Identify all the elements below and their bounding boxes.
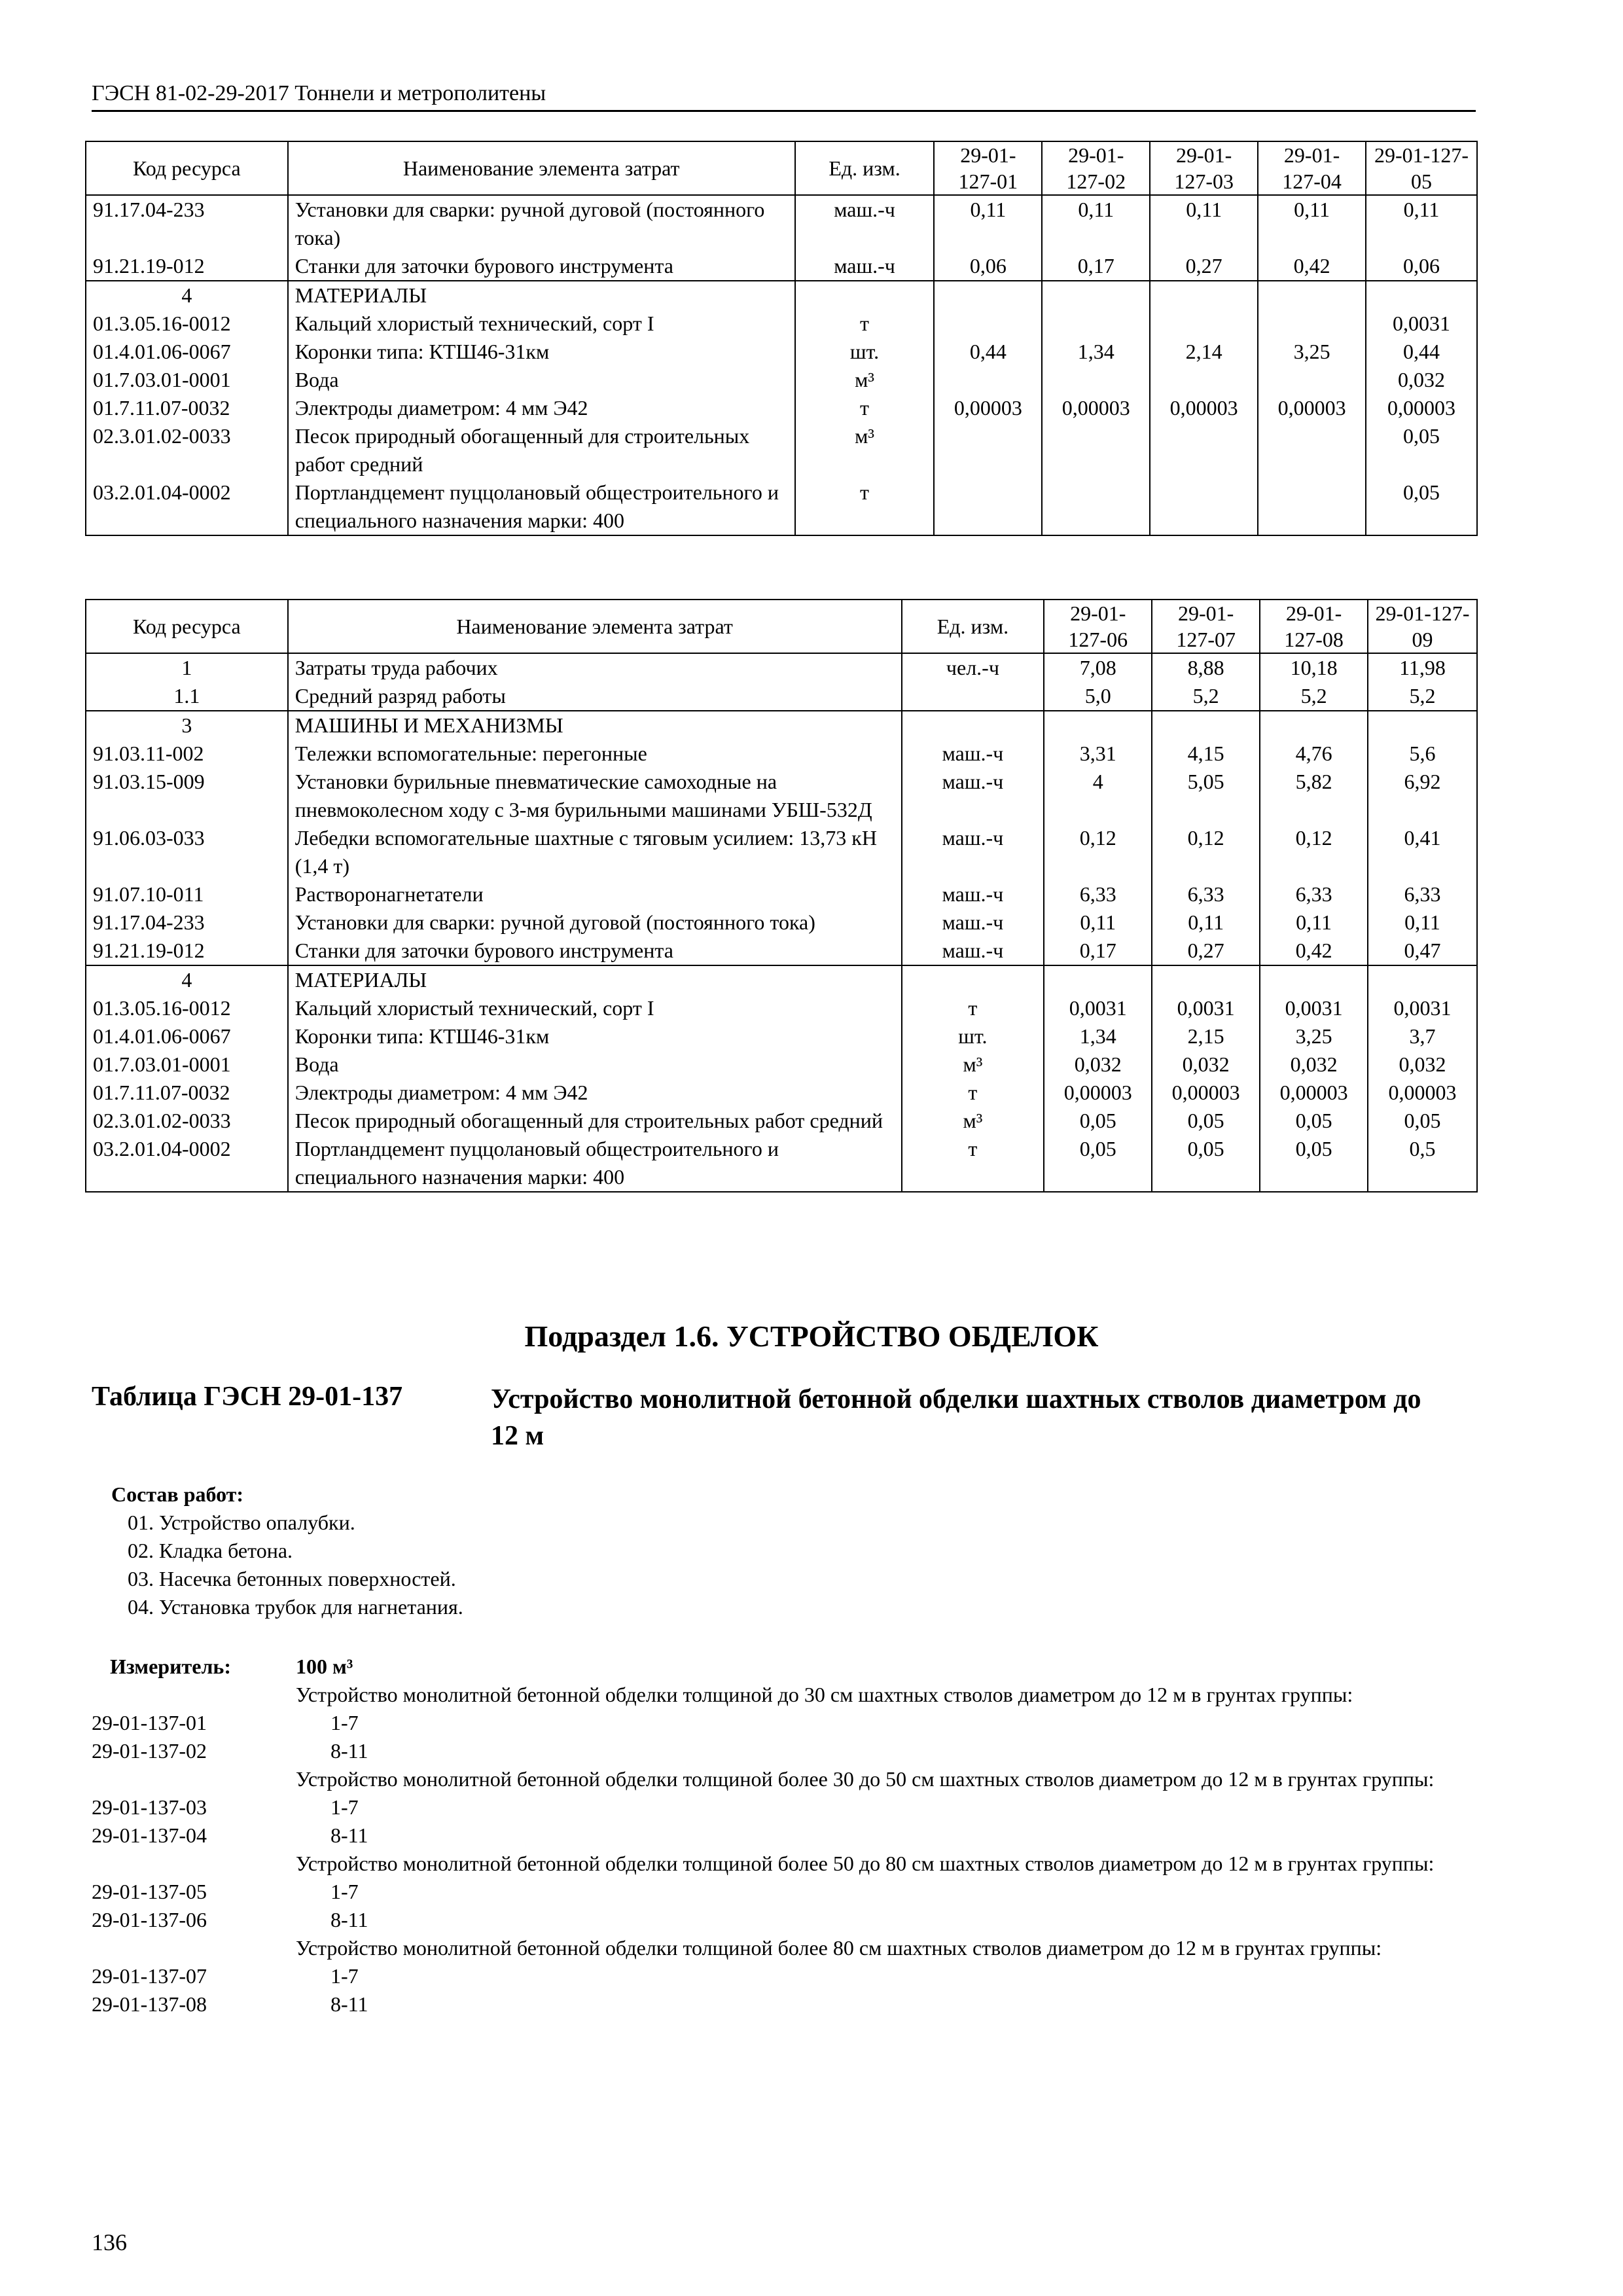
table-cell: маш.-ч <box>902 937 1044 965</box>
table-cell: 3,7 <box>1368 1022 1477 1050</box>
table-cell: Коронки типа: КТШ46-31км <box>288 338 795 366</box>
table-cell: 4 <box>86 281 288 310</box>
table-cell: 6,92 <box>1368 768 1477 824</box>
table-cell: 5,2 <box>1368 682 1477 711</box>
table-cell: Вода <box>288 366 795 394</box>
table-cell: 91.07.10-011 <box>86 880 288 908</box>
table-cell: 0,06 <box>1366 252 1477 281</box>
table-cell: 02.3.01.02-0033 <box>86 422 288 478</box>
table-row <box>86 994 1477 1022</box>
table-cell: 0,11 <box>1150 195 1258 252</box>
table-cell: 6,33 <box>1152 880 1260 908</box>
table-cell: 3,31 <box>1044 740 1152 768</box>
table-cell: Песок природный обогащенный для строительных работ средний <box>288 422 795 478</box>
work-composition <box>111 1480 463 1621</box>
table-cell: Кальций хлористый технический, сорт I <box>288 994 902 1022</box>
table-cell: 0,44 <box>1366 338 1477 366</box>
column-header: Ед. изм. <box>795 141 935 195</box>
table-cell: т <box>902 994 1044 1022</box>
page-number: 136 <box>92 2229 127 2255</box>
table-cell: 0,12 <box>1044 824 1152 880</box>
table-cell: Средний разряд работы <box>288 682 902 711</box>
table-cell: маш.-ч <box>902 740 1044 768</box>
table-row <box>86 682 1477 711</box>
table-cell: м³ <box>902 1107 1044 1135</box>
table-cell: чел.-ч <box>902 653 1044 682</box>
table-cell: Электроды диаметром: 4 мм Э42 <box>288 1079 902 1107</box>
table-cell: Портландцемент пуццолановый общестроительного и специального назначения марки: 400 <box>288 478 795 535</box>
works-heading: Состав работ: <box>111 1482 244 1506</box>
soil-group: 8-11 <box>330 1908 368 1931</box>
table-cell: 3,25 <box>1258 338 1366 366</box>
resource-table-127-06-09 <box>85 599 1478 1193</box>
table-cell: 0,27 <box>1150 252 1258 281</box>
table-row <box>86 1135 1477 1192</box>
norm-code: 29-01-137-04 <box>92 1823 207 1847</box>
table-cell: т <box>902 1135 1044 1192</box>
soil-group: 1-7 <box>330 1711 359 1734</box>
soil-group: 8-11 <box>330 1992 368 2016</box>
table-cell: 3 <box>86 711 288 740</box>
table-cell: 4,76 <box>1260 740 1368 768</box>
norm-code: 29-01-137-08 <box>92 1992 207 2016</box>
table-row <box>86 740 1477 768</box>
table-row <box>86 310 1477 338</box>
table-cell: 0,11 <box>1368 908 1477 937</box>
table-cell <box>1150 478 1258 535</box>
table-cell: т <box>795 394 935 422</box>
column-header: Код ресурса <box>86 141 288 195</box>
table-cell: м³ <box>795 366 935 394</box>
table-cell: м³ <box>902 1050 1044 1079</box>
table-cell: 03.2.01.04-0002 <box>86 1135 288 1192</box>
table-cell: 0,11 <box>934 195 1042 252</box>
table-cell: Растворонагнетатели <box>288 880 902 908</box>
table-cell: 0,0031 <box>1152 994 1260 1022</box>
table-cell <box>934 366 1042 394</box>
table-cell: 4 <box>1044 768 1152 824</box>
table-cell <box>1368 965 1477 994</box>
table-cell <box>1042 422 1150 478</box>
table-cell <box>1258 422 1366 478</box>
table-cell: 01.7.03.01-0001 <box>86 1050 288 1079</box>
table-cell: 1,34 <box>1042 338 1150 366</box>
table-cell: 6,33 <box>1368 880 1477 908</box>
table-cell: 0,11 <box>1260 908 1368 937</box>
table-cell <box>902 965 1044 994</box>
table-cell: Электроды диаметром: 4 мм Э42 <box>288 394 795 422</box>
table-cell <box>1152 711 1260 740</box>
table-cell: Портландцемент пуццолановый общестроительного и специального назначения марки: 400 <box>288 1135 902 1192</box>
table-cell: 0,11 <box>1044 908 1152 937</box>
table-row <box>86 1022 1477 1050</box>
running-header <box>92 77 1476 112</box>
table-cell <box>1042 281 1150 310</box>
table-row <box>86 195 1477 252</box>
table-cell: 01.7.11.07-0032 <box>86 394 288 422</box>
table-cell: 0,11 <box>1258 195 1366 252</box>
table-cell: 2,15 <box>1152 1022 1260 1050</box>
table-cell: Лебедки вспомогательные шахтные с тяговым усилием: 13,73 кН (1,4 т) <box>288 824 902 880</box>
soil-group: 1-7 <box>330 1880 359 1903</box>
table-cell: 1,34 <box>1044 1022 1152 1050</box>
column-header: 29-01-127-09 <box>1368 600 1477 653</box>
table-cell: 0,17 <box>1044 937 1152 965</box>
table-row <box>86 908 1477 937</box>
table-cell: шт. <box>795 338 935 366</box>
table-cell: Станки для заточки бурового инструмента <box>288 937 902 965</box>
table-row <box>86 252 1477 281</box>
table-cell: 0,0031 <box>1044 994 1152 1022</box>
soil-group: 8-11 <box>330 1739 368 1763</box>
table-cell <box>934 310 1042 338</box>
measure-line <box>92 1850 1479 1878</box>
table-cell: МАТЕРИАЛЫ <box>288 281 795 310</box>
measure-label: Измеритель: <box>110 1655 231 1678</box>
table-cell: 91.03.11-002 <box>86 740 288 768</box>
table-cell <box>902 711 1044 740</box>
table-row <box>86 1107 1477 1135</box>
measure-line <box>92 1934 1479 1962</box>
table-cell: 5,6 <box>1368 740 1477 768</box>
table-row <box>86 965 1477 994</box>
table-cell <box>934 281 1042 310</box>
measure-line <box>92 1737 1479 1765</box>
table-cell: 0,5 <box>1368 1135 1477 1192</box>
table-cell: 0,032 <box>1368 1050 1477 1079</box>
table-cell <box>1258 478 1366 535</box>
table-cell: 0,05 <box>1152 1107 1260 1135</box>
table-cell: 01.4.01.06-0067 <box>86 1022 288 1050</box>
measure-unit: 100 м³ <box>296 1655 353 1678</box>
measure-line <box>92 1821 1479 1850</box>
table-cell: 0,05 <box>1366 478 1477 535</box>
table-cell: 01.3.05.16-0012 <box>86 310 288 338</box>
table-row <box>86 366 1477 394</box>
table-cell: 01.7.11.07-0032 <box>86 1079 288 1107</box>
table-row <box>86 338 1477 366</box>
table-cell: 02.3.01.02-0033 <box>86 1107 288 1135</box>
table-cell: Установки бурильные пневматические самоходные на пневмоколесном ходу с 3-мя бурильными машинами УБШ-532Д <box>288 768 902 824</box>
table-row <box>86 478 1477 535</box>
column-header: Код ресурса <box>86 600 288 653</box>
work-item: 03. Насечка бетонных поверхностей. <box>128 1567 456 1590</box>
table-id: Таблица ГЭСН 29-01-137 <box>92 1382 403 1412</box>
table-cell: 01.4.01.06-0067 <box>86 338 288 366</box>
table-row <box>86 1079 1477 1107</box>
table-cell: 0,27 <box>1152 937 1260 965</box>
table-row <box>86 937 1477 965</box>
table-cell: Установки для сварки: ручной дуговой (постоянного тока) <box>288 195 795 252</box>
table-cell: 0,0031 <box>1366 310 1477 338</box>
table-cell: 01.3.05.16-0012 <box>86 994 288 1022</box>
table-cell: 3,25 <box>1260 1022 1368 1050</box>
norm-code: 29-01-137-02 <box>92 1739 207 1763</box>
table-cell: Установки для сварки: ручной дуговой (постоянного тока) <box>288 908 902 937</box>
table-cell: 0,05 <box>1260 1135 1368 1192</box>
table-cell: МАТЕРИАЛЫ <box>288 965 902 994</box>
table-cell: 0,00003 <box>1152 1079 1260 1107</box>
measure-line <box>92 1962 1479 1990</box>
measure-description: Устройство монолитной бетонной обделки толщиной более 50 до 80 см шахтных стволов диаметром до 12 м в грунтах группы: <box>296 1852 1435 1875</box>
table-row <box>86 880 1477 908</box>
table-row <box>86 768 1477 824</box>
measure-description: Устройство монолитной бетонной обделки толщиной более 80 см шахтных стволов диаметром до 12 м в грунтах группы: <box>296 1936 1382 1960</box>
table-cell: 0,42 <box>1260 937 1368 965</box>
table-cell: т <box>795 478 935 535</box>
column-header: 29-01-127-08 <box>1260 600 1368 653</box>
table-cell: МАШИНЫ И МЕХАНИЗМЫ <box>288 711 902 740</box>
table-cell: 7,08 <box>1044 653 1152 682</box>
table-cell: 0,44 <box>934 338 1042 366</box>
table-cell: 8,88 <box>1152 653 1260 682</box>
table-cell: 5,2 <box>1260 682 1368 711</box>
table-cell: 91.17.04-233 <box>86 195 288 252</box>
table-cell: маш.-ч <box>902 824 1044 880</box>
table-cell: 1.1 <box>86 682 288 711</box>
table-cell: маш.-ч <box>902 880 1044 908</box>
table-cell: 6,33 <box>1260 880 1368 908</box>
column-header: Наименование элемента затрат <box>288 600 902 653</box>
table-cell: м³ <box>795 422 935 478</box>
table-cell: 0,0031 <box>1368 994 1477 1022</box>
table-cell <box>1258 366 1366 394</box>
table-cell: 91.21.19-012 <box>86 937 288 965</box>
table-title: Устройство монолитной бетонной обделки шахтных стволов диаметром до 12 м <box>491 1384 1421 1451</box>
table-cell: 5,0 <box>1044 682 1152 711</box>
table-cell: 0,11 <box>1152 908 1260 937</box>
table-cell: 2,14 <box>1150 338 1258 366</box>
column-header: 29-01-127-03 <box>1150 141 1258 195</box>
table-cell <box>1258 281 1366 310</box>
table-cell <box>1150 281 1258 310</box>
table-cell: 0,05 <box>1044 1135 1152 1192</box>
table-cell: 0,12 <box>1260 824 1368 880</box>
table-cell <box>1152 965 1260 994</box>
table-cell: 10,18 <box>1260 653 1368 682</box>
table-cell <box>1150 422 1258 478</box>
table-cell: 0,06 <box>934 252 1042 281</box>
table-header-row <box>86 600 1477 653</box>
table-cell: 0,00003 <box>1368 1079 1477 1107</box>
measure-description: Устройство монолитной бетонной обделки толщиной до 30 см шахтных стволов диаметром до 12 м в грунтах группы: <box>296 1683 1353 1706</box>
table-cell <box>1044 965 1152 994</box>
table-cell <box>1042 366 1150 394</box>
table-cell: 0,11 <box>1042 195 1150 252</box>
table-cell <box>1044 711 1152 740</box>
column-header: 29-01-127-04 <box>1258 141 1366 195</box>
table-cell: 0,032 <box>1044 1050 1152 1079</box>
table-cell: 03.2.01.04-0002 <box>86 478 288 535</box>
table-cell: Коронки типа: КТШ46-31км <box>288 1022 902 1050</box>
table-cell: 0,0031 <box>1260 994 1368 1022</box>
table-cell: 5,05 <box>1152 768 1260 824</box>
table-cell <box>934 478 1042 535</box>
measure-line <box>92 1793 1479 1821</box>
table-cell: 91.06.03-033 <box>86 824 288 880</box>
measure-line <box>92 1709 1479 1737</box>
table-cell: 0,05 <box>1368 1107 1477 1135</box>
table-cell: т <box>902 1079 1044 1107</box>
table-cell: 0,47 <box>1368 937 1477 965</box>
table-cell: маш.-ч <box>795 252 935 281</box>
table-cell: 0,05 <box>1366 422 1477 478</box>
table-cell: 91.17.04-233 <box>86 908 288 937</box>
table-cell <box>1042 310 1150 338</box>
table-cell: 6,33 <box>1044 880 1152 908</box>
table-cell: 4,15 <box>1152 740 1260 768</box>
table-cell: Песок природный обогащенный для строительных работ средний <box>288 1107 902 1135</box>
column-header: 29-01-127-01 <box>934 141 1042 195</box>
table-cell: 0,032 <box>1366 366 1477 394</box>
table-cell: 0,11 <box>1366 195 1477 252</box>
subsection-title: Подраздел 1.6. УСТРОЙСТВО ОБДЕЛОК <box>524 1319 1099 1353</box>
table-cell: 11,98 <box>1368 653 1477 682</box>
table-cell: Станки для заточки бурового инструмента <box>288 252 795 281</box>
table-row <box>86 824 1477 880</box>
measure-line <box>92 1878 1479 1906</box>
table-cell <box>795 281 935 310</box>
table-cell <box>1260 965 1368 994</box>
table-cell: 0,00003 <box>1044 1079 1152 1107</box>
table-header-row <box>86 141 1477 195</box>
table-cell <box>1150 310 1258 338</box>
table-cell: 0,17 <box>1042 252 1150 281</box>
table-cell: 91.03.15-009 <box>86 768 288 824</box>
table-cell: 0,05 <box>1152 1135 1260 1192</box>
table-cell: 01.7.03.01-0001 <box>86 366 288 394</box>
table-cell: 5,82 <box>1260 768 1368 824</box>
table-cell: маш.-ч <box>902 768 1044 824</box>
table-row <box>86 422 1477 478</box>
table-cell: 0,42 <box>1258 252 1366 281</box>
table-cell: маш.-ч <box>795 195 935 252</box>
table-cell <box>1368 711 1477 740</box>
table-cell: 1 <box>86 653 288 682</box>
table-row <box>86 394 1477 422</box>
table-cell <box>902 682 1044 711</box>
measure-description: Устройство монолитной бетонной обделки толщиной более 30 до 50 см шахтных стволов диаметром до 12 м в грунтах группы: <box>296 1767 1435 1791</box>
table-cell: Тележки вспомогательные: перегонные <box>288 740 902 768</box>
table-cell: 0,00003 <box>1150 394 1258 422</box>
table-cell: 0,032 <box>1152 1050 1260 1079</box>
work-item: 02. Кладка бетона. <box>128 1539 293 1562</box>
table-cell: 91.21.19-012 <box>86 252 288 281</box>
table-cell <box>1042 478 1150 535</box>
header-text: ГЭСН 81-02-29-2017 Тоннели и метрополитены <box>92 81 546 105</box>
column-header: Наименование элемента затрат <box>288 141 795 195</box>
table-cell <box>934 422 1042 478</box>
norm-code: 29-01-137-07 <box>92 1964 207 1988</box>
table-cell: Вода <box>288 1050 902 1079</box>
table-row <box>86 281 1477 310</box>
soil-group: 8-11 <box>330 1823 368 1847</box>
table-cell <box>1260 711 1368 740</box>
measure-line <box>92 1681 1479 1709</box>
norm-code: 29-01-137-06 <box>92 1908 207 1931</box>
work-item: 01. Устройство опалубки. <box>128 1511 355 1534</box>
work-item: 04. Установка трубок для нагнетания. <box>128 1595 463 1619</box>
table-cell: Кальций хлористый технический, сорт I <box>288 310 795 338</box>
table-cell: 0,032 <box>1260 1050 1368 1079</box>
column-header: 29-01-127-07 <box>1152 600 1260 653</box>
soil-group: 1-7 <box>330 1964 359 1988</box>
measure-line <box>92 1990 1479 2018</box>
table-cell: 0,41 <box>1368 824 1477 880</box>
table-cell: 0,05 <box>1044 1107 1152 1135</box>
table-cell: маш.-ч <box>902 908 1044 937</box>
table-cell: шт. <box>902 1022 1044 1050</box>
table-cell: 0,00003 <box>1260 1079 1368 1107</box>
table-cell: 0,00003 <box>1366 394 1477 422</box>
column-header: 29-01-127-02 <box>1042 141 1150 195</box>
soil-group: 1-7 <box>330 1795 359 1819</box>
resource-table-127-01-05 <box>85 141 1478 536</box>
table-cell: 4 <box>86 965 288 994</box>
measure-block <box>92 1653 1479 2018</box>
table-cell: 5,2 <box>1152 682 1260 711</box>
column-header: 29-01-127-06 <box>1044 600 1152 653</box>
column-header: 29-01-127-05 <box>1366 141 1477 195</box>
column-header: Ед. изм. <box>902 600 1044 653</box>
table-cell: 0,00003 <box>1042 394 1150 422</box>
norm-code: 29-01-137-05 <box>92 1880 207 1903</box>
measure-line <box>92 1906 1479 1934</box>
norm-code: 29-01-137-01 <box>92 1711 207 1734</box>
table-cell: 0,05 <box>1260 1107 1368 1135</box>
table-row <box>86 711 1477 740</box>
table-cell <box>1366 281 1477 310</box>
table-cell: Затраты труда рабочих <box>288 653 902 682</box>
norm-code: 29-01-137-03 <box>92 1795 207 1819</box>
table-cell: 0,00003 <box>934 394 1042 422</box>
measure-line <box>92 1765 1479 1793</box>
table-cell: 0,12 <box>1152 824 1260 880</box>
table-row <box>86 1050 1477 1079</box>
table-cell <box>1150 366 1258 394</box>
table-cell <box>1258 310 1366 338</box>
table-row <box>86 653 1477 682</box>
table-cell: 0,00003 <box>1258 394 1366 422</box>
table-cell: т <box>795 310 935 338</box>
